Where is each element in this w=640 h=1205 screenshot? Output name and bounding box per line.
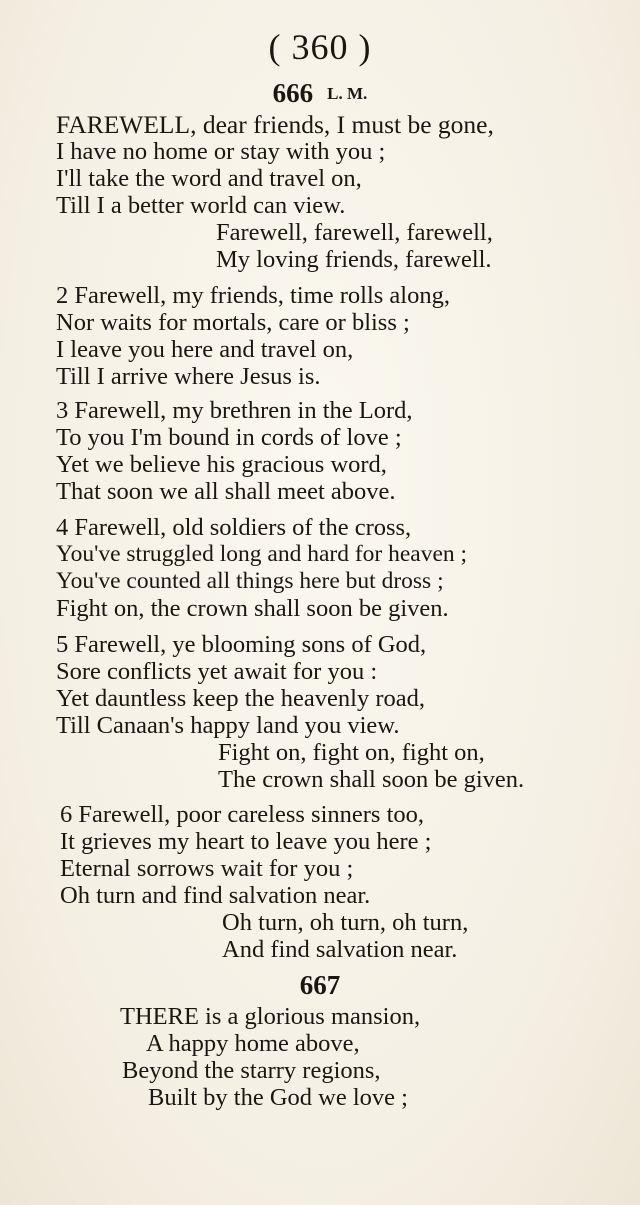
hymn-header-667 bbox=[0, 970, 640, 1001]
verse-line: 3 Farewell, my brethren in the Lord, bbox=[56, 397, 413, 424]
verse-line: FAREWELL, dear friends, I must be gone, bbox=[56, 110, 494, 139]
verse-line: Till I a better world can view. bbox=[56, 192, 346, 219]
refrain-line: My loving friends, farewell. bbox=[216, 246, 492, 273]
verse-line: Eternal sorrows wait for you ; bbox=[60, 855, 354, 882]
verse-line: Nor waits for mortals, care or bliss ; bbox=[56, 309, 410, 336]
verse-line: Built by the God we love ; bbox=[148, 1084, 408, 1111]
verse-line: Sore conflicts yet await for you : bbox=[56, 658, 378, 685]
verse-line: Till Canaan's happy land you view. bbox=[56, 712, 400, 739]
verse-line: I leave you here and travel on, bbox=[56, 336, 354, 363]
verse-line: Till I arrive where Jesus is. bbox=[56, 363, 321, 390]
verse-line: 5 Farewell, ye blooming sons of God, bbox=[56, 631, 427, 658]
page-number: ( 360 ) bbox=[268, 27, 372, 67]
verse-line: 4 Farewell, old soldiers of the cross, bbox=[56, 514, 412, 541]
verse-line: Oh turn and find salvation near. bbox=[60, 882, 371, 909]
verse-line: It grieves my heart to leave you here ; bbox=[60, 828, 432, 855]
hymn-header-666 bbox=[0, 78, 640, 109]
hymn-number: 667 bbox=[299, 970, 341, 1000]
hymn-number: 666 bbox=[272, 78, 314, 108]
hymn-meter: L. M. bbox=[327, 84, 368, 103]
verse-line: To you I'm bound in cords of love ; bbox=[56, 424, 402, 451]
refrain-line: Fight on, fight on, fight on, bbox=[218, 739, 485, 766]
verse-line: Beyond the starry regions, bbox=[122, 1057, 381, 1084]
verse-line: You've counted all things here but dross ; bbox=[56, 568, 444, 594]
verse-line: 2 Farewell, my friends, time rolls along, bbox=[56, 282, 450, 309]
verse-line: I'll take the word and travel on, bbox=[56, 165, 362, 192]
verse-line: Fight on, the crown shall soon be given. bbox=[56, 595, 449, 622]
refrain-line: Oh turn, oh turn, oh turn, bbox=[222, 909, 469, 936]
refrain-line: Farewell, farewell, farewell, bbox=[216, 219, 493, 246]
verse-line: I have no home or stay with you ; bbox=[56, 138, 386, 165]
verse-line: A happy home above, bbox=[146, 1030, 360, 1057]
verse-line: Yet dauntless keep the heavenly road, bbox=[56, 685, 425, 712]
verse-line: Yet we believe his gracious word, bbox=[56, 451, 387, 478]
verse-line: THERE is a glorious mansion, bbox=[120, 1003, 421, 1030]
refrain-line: The crown shall soon be given. bbox=[218, 766, 525, 793]
verse-line: 6 Farewell, poor careless sinners too, bbox=[60, 801, 424, 828]
verse-line: You've struggled long and hard for heaven ; bbox=[56, 541, 468, 567]
verse-line: That soon we all shall meet above. bbox=[56, 478, 396, 505]
refrain-line: And find salvation near. bbox=[222, 936, 458, 963]
